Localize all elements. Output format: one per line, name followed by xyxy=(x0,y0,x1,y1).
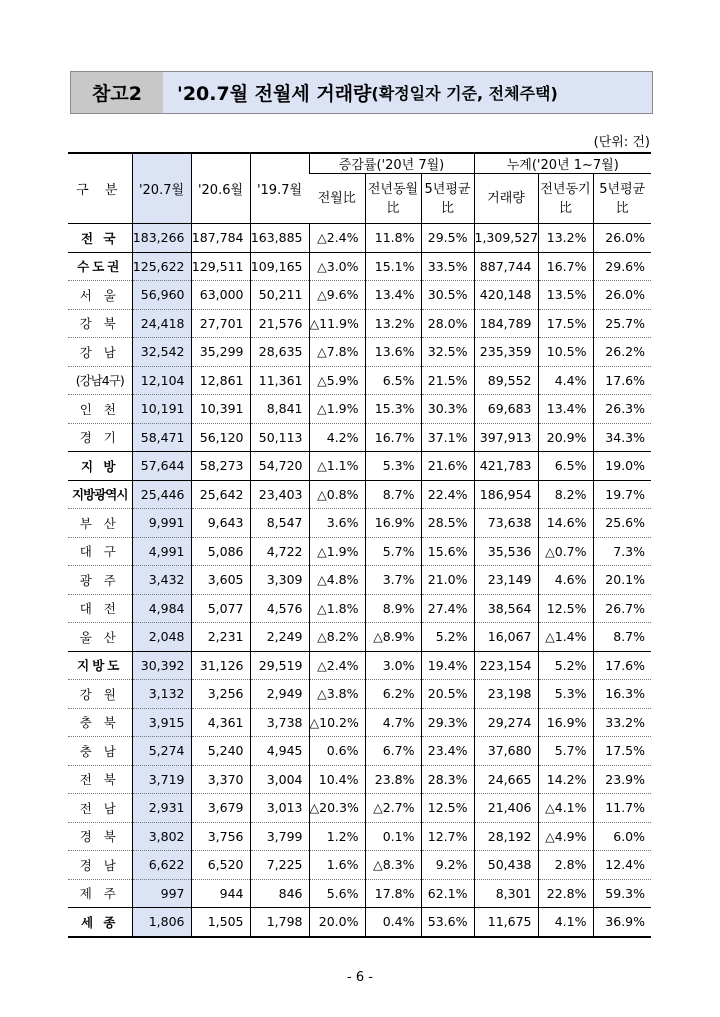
cell-r3: 30.3% xyxy=(421,395,474,424)
cell-v2: 187,784 xyxy=(191,224,250,253)
cell-c1: 887,744 xyxy=(474,252,538,281)
cell-v2: 5,240 xyxy=(191,737,250,766)
cell-r2: 13.4% xyxy=(365,281,421,310)
header-rate-group: 증감률('20년 7월) xyxy=(309,153,474,174)
row-region: 경 북 xyxy=(68,822,132,851)
title-bar xyxy=(70,71,653,114)
cell-c2: △0.7% xyxy=(538,537,593,566)
table-row xyxy=(68,651,651,680)
cell-v1: 1,806 xyxy=(132,908,191,937)
header-m3: '19.7월 xyxy=(250,153,309,224)
cell-r2: △8.9% xyxy=(365,623,421,652)
table-row xyxy=(68,879,651,908)
cell-r1: 3.6% xyxy=(309,509,365,538)
row-region: 제 주 xyxy=(68,879,132,908)
cell-v3: 846 xyxy=(250,879,309,908)
cell-c1: 184,789 xyxy=(474,309,538,338)
cell-c1: 235,359 xyxy=(474,338,538,367)
cell-r1: 5.6% xyxy=(309,879,365,908)
header-m1: '20.7월 xyxy=(132,153,191,224)
table-row xyxy=(68,309,651,338)
cell-v2: 3,756 xyxy=(191,822,250,851)
cell-r3: 19.4% xyxy=(421,651,474,680)
cell-c2: 14.2% xyxy=(538,765,593,794)
cell-c1: 11,675 xyxy=(474,908,538,937)
cell-c1: 186,954 xyxy=(474,480,538,509)
cell-r1: △1.1% xyxy=(309,452,365,481)
cell-c3: 26.7% xyxy=(593,594,651,623)
table-row xyxy=(68,509,651,538)
cell-r2: 3.7% xyxy=(365,566,421,595)
cell-c3: 19.7% xyxy=(593,480,651,509)
cell-c1: 50,438 xyxy=(474,851,538,880)
cell-r2: 6.2% xyxy=(365,680,421,709)
cell-c3: 33.2% xyxy=(593,708,651,737)
cell-v2: 129,511 xyxy=(191,252,250,281)
cell-r3: 62.1% xyxy=(421,879,474,908)
row-region: 강 북 xyxy=(68,309,132,338)
cell-v2: 25,642 xyxy=(191,480,250,509)
cell-c2: △1.4% xyxy=(538,623,593,652)
cell-c3: 25.7% xyxy=(593,309,651,338)
cell-r1: △8.2% xyxy=(309,623,365,652)
table-row xyxy=(68,708,651,737)
cell-c2: 17.5% xyxy=(538,309,593,338)
cell-c3: 17.6% xyxy=(593,651,651,680)
table-row xyxy=(68,623,651,652)
cell-c2: 13.2% xyxy=(538,224,593,253)
title-sub: (확정일자 기준, 전체주택) xyxy=(371,84,558,103)
cell-c1: 23,198 xyxy=(474,680,538,709)
cell-v3: 1,798 xyxy=(250,908,309,937)
cell-r1: △4.8% xyxy=(309,566,365,595)
row-region: 울 산 xyxy=(68,623,132,652)
cell-r2: 4.7% xyxy=(365,708,421,737)
cell-c2: 5.3% xyxy=(538,680,593,709)
cell-c2: 13.4% xyxy=(538,395,593,424)
cell-c3: 59.3% xyxy=(593,879,651,908)
cell-r2: 15.1% xyxy=(365,252,421,281)
header-rate-yoy: 전년동월比 xyxy=(365,174,421,224)
cell-v1: 25,446 xyxy=(132,480,191,509)
cell-c2: △4.9% xyxy=(538,822,593,851)
row-region: 경 남 xyxy=(68,851,132,880)
cell-r3: 21.6% xyxy=(421,452,474,481)
cell-r3: 28.5% xyxy=(421,509,474,538)
cell-r2: 13.6% xyxy=(365,338,421,367)
cell-v1: 30,392 xyxy=(132,651,191,680)
cell-r1: △5.9% xyxy=(309,366,365,395)
cell-c2: △4.1% xyxy=(538,794,593,823)
cell-r3: 28.0% xyxy=(421,309,474,338)
table-row xyxy=(68,366,651,395)
table-row xyxy=(68,480,651,509)
table-row xyxy=(68,423,651,452)
cell-c3: 34.3% xyxy=(593,423,651,452)
cell-v2: 3,605 xyxy=(191,566,250,595)
cell-c3: 16.3% xyxy=(593,680,651,709)
cell-v3: 4,576 xyxy=(250,594,309,623)
cell-c1: 21,406 xyxy=(474,794,538,823)
cell-r3: 5.2% xyxy=(421,623,474,652)
cell-r2: 15.3% xyxy=(365,395,421,424)
cell-v2: 63,000 xyxy=(191,281,250,310)
cell-r1: △2.4% xyxy=(309,224,365,253)
cell-v3: 11,361 xyxy=(250,366,309,395)
row-region: 전 남 xyxy=(68,794,132,823)
cell-v1: 125,622 xyxy=(132,252,191,281)
cell-v3: 3,799 xyxy=(250,822,309,851)
cell-r1: 0.6% xyxy=(309,737,365,766)
cell-c1: 223,154 xyxy=(474,651,538,680)
cell-r1: 4.2% xyxy=(309,423,365,452)
cell-r2: 8.9% xyxy=(365,594,421,623)
cell-c3: 26.0% xyxy=(593,224,651,253)
cell-v3: 7,225 xyxy=(250,851,309,880)
cell-v2: 1,505 xyxy=(191,908,250,937)
row-region: 지방도 xyxy=(68,651,132,680)
cell-v3: 2,949 xyxy=(250,680,309,709)
cell-v1: 3,719 xyxy=(132,765,191,794)
cell-v2: 3,679 xyxy=(191,794,250,823)
cell-v2: 3,256 xyxy=(191,680,250,709)
row-region: 강 원 xyxy=(68,680,132,709)
cell-c1: 73,638 xyxy=(474,509,538,538)
cell-v3: 4,945 xyxy=(250,737,309,766)
row-region: 수도권 xyxy=(68,252,132,281)
table-row xyxy=(68,537,651,566)
cell-c1: 29,274 xyxy=(474,708,538,737)
cell-r1: △1.9% xyxy=(309,395,365,424)
cell-r2: 11.8% xyxy=(365,224,421,253)
cell-v3: 8,547 xyxy=(250,509,309,538)
cell-v3: 23,403 xyxy=(250,480,309,509)
cell-c3: 7.3% xyxy=(593,537,651,566)
cell-c3: 36.9% xyxy=(593,908,651,937)
cell-v2: 4,361 xyxy=(191,708,250,737)
cell-c2: 4.4% xyxy=(538,366,593,395)
cell-v1: 4,991 xyxy=(132,537,191,566)
cell-c1: 16,067 xyxy=(474,623,538,652)
cell-c1: 38,564 xyxy=(474,594,538,623)
cell-v2: 6,520 xyxy=(191,851,250,880)
cell-r2: 3.0% xyxy=(365,651,421,680)
cell-c2: 10.5% xyxy=(538,338,593,367)
cell-r1: △1.8% xyxy=(309,594,365,623)
table-row xyxy=(68,908,651,937)
header-cum-yoy: 전년동기比 xyxy=(538,174,593,224)
cell-r2: 0.4% xyxy=(365,908,421,937)
row-region: 충 북 xyxy=(68,708,132,737)
cell-c2: 22.8% xyxy=(538,879,593,908)
cell-r3: 33.5% xyxy=(421,252,474,281)
cell-v3: 109,165 xyxy=(250,252,309,281)
table-row xyxy=(68,737,651,766)
cell-r3: 23.4% xyxy=(421,737,474,766)
cell-r2: △2.7% xyxy=(365,794,421,823)
cell-r2: 23.8% xyxy=(365,765,421,794)
row-region: 서 울 xyxy=(68,281,132,310)
cell-r2: 5.7% xyxy=(365,537,421,566)
cell-c3: 6.0% xyxy=(593,822,651,851)
table-row xyxy=(68,395,651,424)
row-region: 대 전 xyxy=(68,594,132,623)
cell-v3: 3,004 xyxy=(250,765,309,794)
cell-c2: 13.5% xyxy=(538,281,593,310)
cell-r3: 28.3% xyxy=(421,765,474,794)
header-cum-vol: 거래량 xyxy=(474,174,538,224)
cell-v3: 50,113 xyxy=(250,423,309,452)
cell-c2: 4.1% xyxy=(538,908,593,937)
row-region: 인 천 xyxy=(68,395,132,424)
cell-c1: 28,192 xyxy=(474,822,538,851)
cell-r2: 16.7% xyxy=(365,423,421,452)
cell-v1: 32,542 xyxy=(132,338,191,367)
row-region: 광 주 xyxy=(68,566,132,595)
title-main: '20.7월 전월세 거래량 xyxy=(177,83,372,105)
cell-c2: 4.6% xyxy=(538,566,593,595)
row-region: 지방광역시 xyxy=(68,480,132,509)
cell-r1: 20.0% xyxy=(309,908,365,937)
row-region: 전 국 xyxy=(68,224,132,253)
cell-r1: 1.6% xyxy=(309,851,365,880)
header-cum-5y: 5년평균比 xyxy=(593,174,651,224)
cell-v3: 3,309 xyxy=(250,566,309,595)
cell-c1: 397,913 xyxy=(474,423,538,452)
cell-r2: △8.3% xyxy=(365,851,421,880)
cell-v3: 29,519 xyxy=(250,651,309,680)
cell-v3: 50,211 xyxy=(250,281,309,310)
cell-v1: 9,991 xyxy=(132,509,191,538)
cell-v3: 8,841 xyxy=(250,395,309,424)
cell-r2: 16.9% xyxy=(365,509,421,538)
row-region: 경 기 xyxy=(68,423,132,452)
cell-v1: 4,984 xyxy=(132,594,191,623)
cell-v1: 6,622 xyxy=(132,851,191,880)
cell-v1: 24,418 xyxy=(132,309,191,338)
cell-r3: 20.5% xyxy=(421,680,474,709)
cell-v3: 2,249 xyxy=(250,623,309,652)
header-region: 구 분 xyxy=(68,153,132,224)
cell-c2: 5.2% xyxy=(538,651,593,680)
cell-v1: 5,274 xyxy=(132,737,191,766)
cell-v2: 2,231 xyxy=(191,623,250,652)
cell-v2: 58,273 xyxy=(191,452,250,481)
cell-v3: 21,576 xyxy=(250,309,309,338)
cell-v1: 10,191 xyxy=(132,395,191,424)
cell-v3: 163,885 xyxy=(250,224,309,253)
row-region: 전 북 xyxy=(68,765,132,794)
cell-v2: 944 xyxy=(191,879,250,908)
row-region: 부 산 xyxy=(68,509,132,538)
cell-c1: 1,309,527 xyxy=(474,224,538,253)
cell-c2: 2.8% xyxy=(538,851,593,880)
cell-r3: 12.5% xyxy=(421,794,474,823)
cell-r2: 6.7% xyxy=(365,737,421,766)
cell-v1: 3,432 xyxy=(132,566,191,595)
cell-c2: 12.5% xyxy=(538,594,593,623)
page-number: - 6 - xyxy=(347,970,373,985)
cell-r1: △11.9% xyxy=(309,309,365,338)
data-table xyxy=(68,152,651,938)
cell-c1: 35,536 xyxy=(474,537,538,566)
table-row xyxy=(68,822,651,851)
header-cum-group: 누계('20년 1∼7월) xyxy=(474,153,651,174)
cell-r3: 32.5% xyxy=(421,338,474,367)
cell-r3: 53.6% xyxy=(421,908,474,937)
cell-v2: 5,086 xyxy=(191,537,250,566)
table-row xyxy=(68,851,651,880)
cell-r1: △3.8% xyxy=(309,680,365,709)
cell-v3: 54,720 xyxy=(250,452,309,481)
cell-r1: △10.2% xyxy=(309,708,365,737)
cell-v2: 56,120 xyxy=(191,423,250,452)
table-row xyxy=(68,794,651,823)
cell-r3: 21.0% xyxy=(421,566,474,595)
cell-r3: 30.5% xyxy=(421,281,474,310)
title-label: 참고2 xyxy=(71,72,163,113)
table-row xyxy=(68,594,651,623)
table-row xyxy=(68,224,651,253)
cell-v2: 27,701 xyxy=(191,309,250,338)
row-region: 세 종 xyxy=(68,908,132,937)
cell-v1: 58,471 xyxy=(132,423,191,452)
cell-r3: 22.4% xyxy=(421,480,474,509)
cell-v3: 3,013 xyxy=(250,794,309,823)
cell-c1: 37,680 xyxy=(474,737,538,766)
cell-r2: 5.3% xyxy=(365,452,421,481)
cell-v2: 9,643 xyxy=(191,509,250,538)
cell-r3: 12.7% xyxy=(421,822,474,851)
cell-v2: 35,299 xyxy=(191,338,250,367)
table-row xyxy=(68,765,651,794)
cell-r3: 9.2% xyxy=(421,851,474,880)
cell-r3: 37.1% xyxy=(421,423,474,452)
cell-v2: 3,370 xyxy=(191,765,250,794)
cell-c3: 26.3% xyxy=(593,395,651,424)
cell-r1: △9.6% xyxy=(309,281,365,310)
cell-c2: 6.5% xyxy=(538,452,593,481)
cell-c1: 23,149 xyxy=(474,566,538,595)
unit-label: (단위: 건) xyxy=(593,135,650,150)
cell-c3: 26.2% xyxy=(593,338,651,367)
cell-v1: 2,048 xyxy=(132,623,191,652)
row-region: 대 구 xyxy=(68,537,132,566)
cell-r3: 15.6% xyxy=(421,537,474,566)
cell-v2: 31,126 xyxy=(191,651,250,680)
cell-v1: 12,104 xyxy=(132,366,191,395)
cell-r1: △2.4% xyxy=(309,651,365,680)
cell-v1: 997 xyxy=(132,879,191,908)
cell-c3: 26.0% xyxy=(593,281,651,310)
table-row xyxy=(68,566,651,595)
cell-v1: 3,802 xyxy=(132,822,191,851)
cell-r3: 21.5% xyxy=(421,366,474,395)
cell-r1: △0.8% xyxy=(309,480,365,509)
cell-r1: △3.0% xyxy=(309,252,365,281)
cell-c3: 17.6% xyxy=(593,366,651,395)
cell-v1: 57,644 xyxy=(132,452,191,481)
cell-r1: △20.3% xyxy=(309,794,365,823)
cell-c3: 17.5% xyxy=(593,737,651,766)
cell-r3: 29.5% xyxy=(421,224,474,253)
cell-v2: 10,391 xyxy=(191,395,250,424)
row-region: 강 남 xyxy=(68,338,132,367)
cell-v2: 12,861 xyxy=(191,366,250,395)
cell-v1: 183,266 xyxy=(132,224,191,253)
cell-c2: 20.9% xyxy=(538,423,593,452)
cell-c1: 69,683 xyxy=(474,395,538,424)
cell-r1: 10.4% xyxy=(309,765,365,794)
cell-r1: 1.2% xyxy=(309,822,365,851)
table-row xyxy=(68,281,651,310)
header-rate-mom: 전월比 xyxy=(309,174,365,224)
row-region: 지 방 xyxy=(68,452,132,481)
cell-c2: 5.7% xyxy=(538,737,593,766)
cell-c3: 12.4% xyxy=(593,851,651,880)
cell-c2: 14.6% xyxy=(538,509,593,538)
table-row xyxy=(68,338,651,367)
cell-c2: 8.2% xyxy=(538,480,593,509)
cell-c3: 8.7% xyxy=(593,623,651,652)
header-rate-5y: 5년평균比 xyxy=(421,174,474,224)
cell-r2: 13.2% xyxy=(365,309,421,338)
cell-r2: 0.1% xyxy=(365,822,421,851)
cell-v3: 3,738 xyxy=(250,708,309,737)
cell-v1: 56,960 xyxy=(132,281,191,310)
cell-r3: 27.4% xyxy=(421,594,474,623)
cell-r2: 6.5% xyxy=(365,366,421,395)
header-m2: '20.6월 xyxy=(191,153,250,224)
cell-c3: 11.7% xyxy=(593,794,651,823)
cell-r2: 8.7% xyxy=(365,480,421,509)
cell-c3: 29.6% xyxy=(593,252,651,281)
row-region: (강남4구) xyxy=(68,366,132,395)
cell-c1: 8,301 xyxy=(474,879,538,908)
cell-r1: △7.8% xyxy=(309,338,365,367)
cell-v2: 5,077 xyxy=(191,594,250,623)
cell-c3: 19.0% xyxy=(593,452,651,481)
cell-v1: 3,915 xyxy=(132,708,191,737)
cell-c1: 421,783 xyxy=(474,452,538,481)
cell-c1: 420,148 xyxy=(474,281,538,310)
cell-v1: 3,132 xyxy=(132,680,191,709)
cell-c3: 25.6% xyxy=(593,509,651,538)
cell-r2: 17.8% xyxy=(365,879,421,908)
cell-c3: 20.1% xyxy=(593,566,651,595)
cell-v3: 4,722 xyxy=(250,537,309,566)
cell-c2: 16.7% xyxy=(538,252,593,281)
page-title xyxy=(163,72,652,113)
table-row xyxy=(68,252,651,281)
cell-v3: 28,635 xyxy=(250,338,309,367)
cell-r3: 29.3% xyxy=(421,708,474,737)
cell-c1: 89,552 xyxy=(474,366,538,395)
cell-c3: 23.9% xyxy=(593,765,651,794)
row-region: 충 남 xyxy=(68,737,132,766)
table-row xyxy=(68,452,651,481)
cell-v1: 2,931 xyxy=(132,794,191,823)
cell-r1: △1.9% xyxy=(309,537,365,566)
table-row xyxy=(68,680,651,709)
cell-c2: 16.9% xyxy=(538,708,593,737)
cell-c1: 24,665 xyxy=(474,765,538,794)
